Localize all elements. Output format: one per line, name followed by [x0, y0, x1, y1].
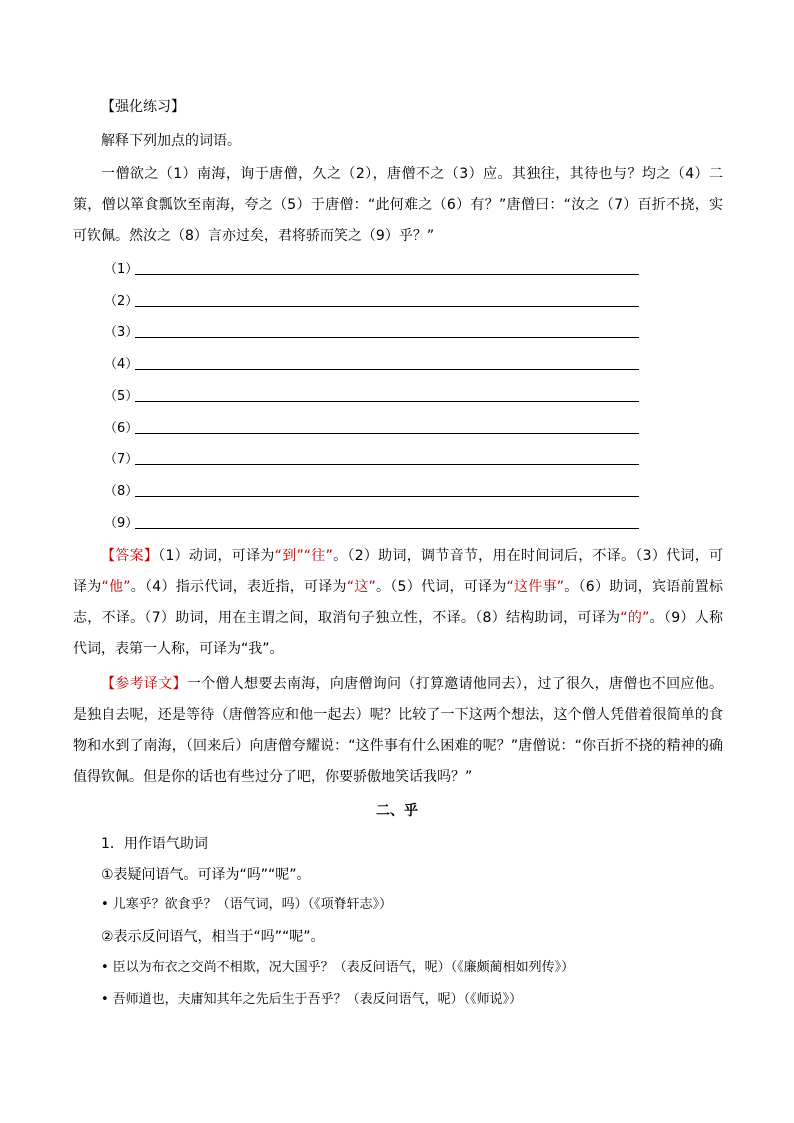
blank-number: （1） [104, 262, 139, 277]
answer-part: “这” [346, 579, 376, 595]
subsection-title: 1．用作语气助词 [101, 836, 208, 852]
blank-line [135, 496, 639, 497]
blank-number: （4） [104, 357, 139, 372]
answer-part: 。（4）指示代词，表近指，可译为 [130, 579, 347, 595]
translation-label: 【参考译文】 [101, 676, 187, 692]
answer-part: “到”“往” [274, 548, 333, 564]
example-sentence [101, 957, 574, 979]
exercise-heading: 【强化练习】 [101, 99, 185, 115]
blank-line [135, 369, 639, 370]
blank-number: （6） [104, 421, 139, 436]
blank-number: （9） [104, 516, 139, 531]
bullet-icon: • [101, 960, 109, 975]
blank-number: （2） [104, 294, 139, 309]
example-text: 臣以为布衣之交尚不相欺，况大国乎？（表反问语气，呢）（《廉颇蔺相如列传》） [112, 960, 575, 975]
blank-line [135, 464, 639, 465]
example-text: 吾师道也，夫庸知其年之先后生于吾乎？（表反问语气，呢）（《师说》） [112, 992, 523, 1007]
blank-line [135, 433, 639, 434]
instruction-text: 解释下列加点的词语。 [101, 133, 241, 149]
blank-number: （5） [104, 389, 139, 404]
usage-description: ②表示反问语气，相当于“吗”“呢”。 [101, 929, 325, 945]
answer-part: “这件事” [506, 579, 565, 595]
answer-part: （1）动词，可译为 [158, 548, 275, 564]
passage-text: 一僧欲之（1）南海，询于唐僧，久之（2），唐僧不之（3）应。其独往，其待也与？均之（4）二策，僧以箪食瓢饮至南海，夸之（5）于唐僧：“此何难之（6）有？”唐僧曰：“汝之（7）百折不挠，实可钦佩。然汝之（8）言亦过矣，君将骄而笑之（9）乎？” [73, 166, 723, 244]
answer-part: “他” [101, 579, 131, 595]
blank-number: （7） [104, 452, 139, 467]
answer-part: 。（2）助词，调节音节，用在时间词后，不译。（3）代词，可译为 [73, 548, 723, 595]
translation-paragraph [73, 669, 723, 793]
blank-line [135, 306, 639, 307]
section-title: 二、乎 [376, 803, 418, 819]
bullet-icon: • [101, 992, 109, 1007]
translation-text: 一个僧人想要去南海，向唐僧询问（打算邀请他同去），过了很久，唐僧也不回应他。是独自去呢，还是等待（唐僧答应和他一起去）呢？比较了一下这两个想法，这个僧人凭借着很简单的食物和水到了南海，（回来后）向唐僧夸耀说：“这件事有什么困难的呢？”唐僧说：“你百折不挠的精神的确值得钦佩。但是你的话也有些过分了吧，你要骄傲地笑话我吗？” [73, 676, 724, 785]
answer-part: 。（5）代词，可译为 [375, 579, 507, 595]
answer-paragraph [73, 541, 723, 665]
example-sentence [101, 989, 522, 1011]
blank-line [135, 528, 639, 529]
blank-line [135, 401, 639, 402]
blank-number: （3） [104, 325, 139, 340]
answer-part: 。（9）人称代词，表第一人称，可译为“我”。 [73, 610, 724, 657]
example-text: 儿寒乎？欲食乎？（语气词，吗）（《项脊轩志》） [112, 897, 393, 912]
blank-number: （8） [104, 484, 139, 499]
blank-line [135, 274, 639, 275]
answer-part: “的” [620, 610, 650, 626]
answer-label: 【答案】 [101, 548, 159, 564]
blank-line [135, 337, 639, 338]
usage-description: ①表疑问语气。可译为“吗”“呢”。 [101, 867, 311, 883]
bullet-icon: • [101, 897, 109, 912]
answer-part: 。（6）助词，宾语前置标志，不译。（7）助词，用在主谓之间，取消句子独立性，不译。（8）结构助词，可译为 [73, 579, 723, 626]
example-sentence [101, 894, 392, 916]
